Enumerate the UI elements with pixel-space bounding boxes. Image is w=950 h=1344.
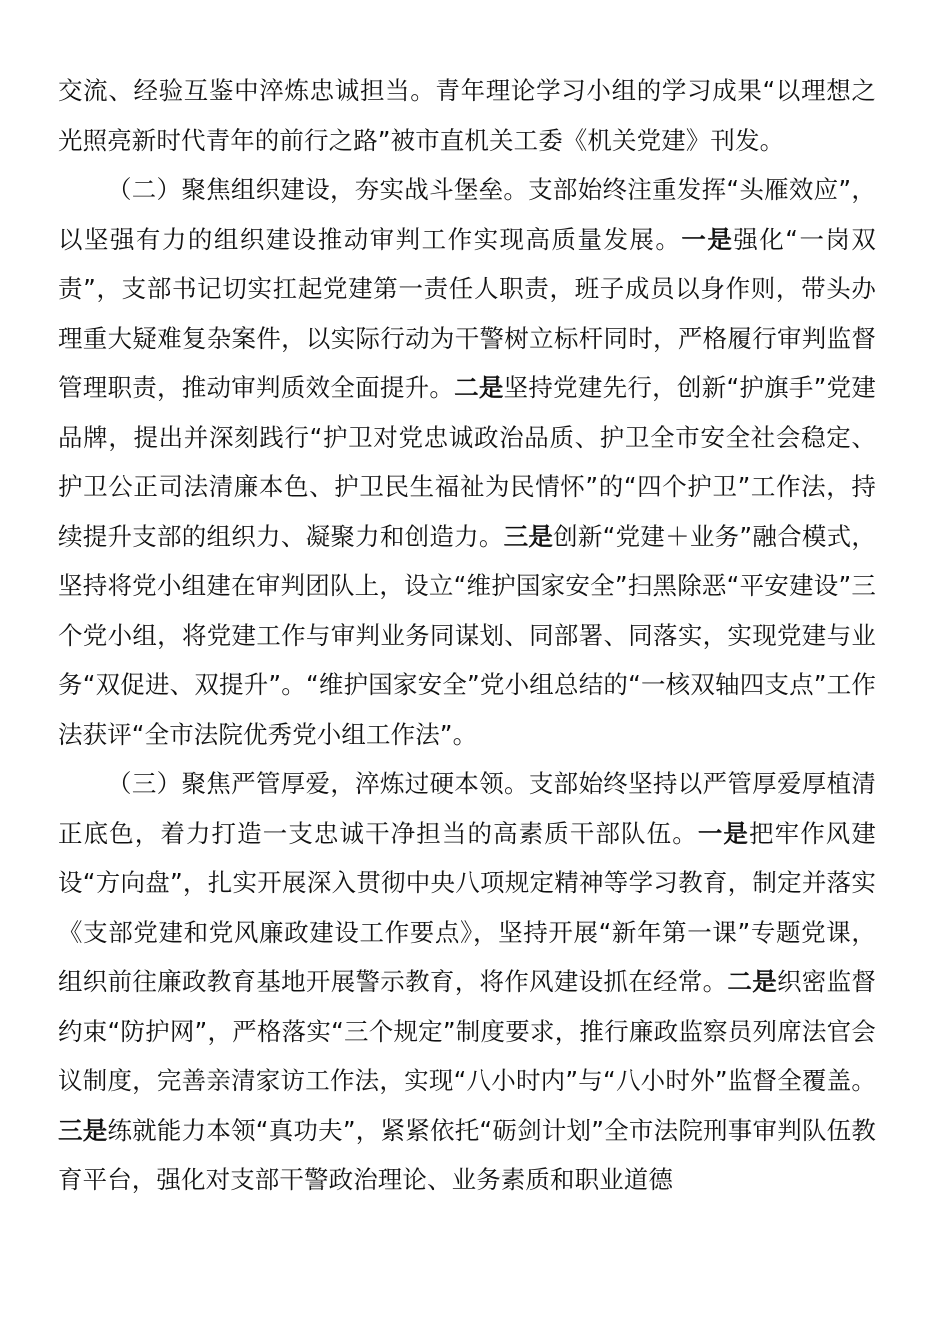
paragraph-3-strict-management <box>58 759 876 1205</box>
paragraph-3-intro: （三）聚焦严管厚爱，淬炼过硬本领。支部始终坚持以严管厚爱厚植清正底色，着力打造一支忠诚干净担当的高素质干部队伍。 <box>58 769 876 848</box>
paragraph-3-third-point: 练就能力本领“真功夫”，紧紧依托“砺剑计划”全市法院刑事审判队伍教育平台，强化对支部干警政治理论、业务素质和职业道德 <box>58 1115 876 1194</box>
document-page <box>58 66 876 1205</box>
paragraph-2-marker-second: 二是 <box>454 373 504 402</box>
paragraph-2-third-point: 创新“党建＋业务”融合模式，坚持将党小组建在审判团队上，设立“维护国家安全”扫黑除恶“平安建设”三个党小组，将党建工作与审判业务同谋划、同部署、同落实，实现党建与业务“双促进、双提升”。“维护国家安全”党小组总结的“一核双轴四支点”工作法获评“全市法院优秀党小组工作法”。 <box>58 521 876 749</box>
paragraph-3-first-point: 把牢作风建设“方向盘”，扎实开展深入贯彻中央八项规定精神等学习教育，制定并落实《支部党建和党风廉政建设工作要点》，坚持开展“新年第一课”专题党课，组织前往廉政教育基地开展警示教育，将作风建设抓在经常。 <box>58 818 877 996</box>
paragraph-3-marker-third: 三是 <box>58 1115 108 1145</box>
paragraph-3-second-point: 织密监督约束“防护网”，严格落实“三个规定”制度要求，推行廉政监察员列席法官会议制度，完善亲清家访工作法，实现“八小时内”与“八小时外”监督全覆盖。 <box>58 967 876 1095</box>
paragraph-1-text: 交流、经验互鉴中淬炼忠诚担当。青年理论学习小组的学习成果“以理想之光照亮新时代青年的前行之路”被市直机关工委《机关党建》刊发。 <box>58 76 876 155</box>
paragraph-2-first-point: 强化“一岗双责”，支部书记切实扛起党建第一责任人职责，班子成员以身作则，带头办理重大疑难复杂案件，以实际行动为干警树立标杆同时，严格履行审判监督管理职责，推动审判质效全面提升。 <box>58 224 876 402</box>
paragraph-1 <box>58 66 876 165</box>
paragraph-2-second-point: 坚持党建先行，创新“护旗手”党建品牌，提出并深刻践行“护卫对党忠诚政治品质、护卫全市安全社会稳定、护卫公正司法清廉本色、护卫民生福祉为民情怀”的“四个护卫”工作法，持续提升支部的组织力、凝聚力和创造力。 <box>58 373 876 551</box>
paragraph-2-marker-first: 一是 <box>681 224 734 254</box>
paragraph-2-intro: （二）聚焦组织建设，夯实战斗堡垒。支部始终注重发挥“头雁效应”，以坚强有力的组织建设推动审判工作实现高质量发展。 <box>58 175 876 254</box>
paragraph-2-organization-building <box>58 165 876 759</box>
paragraph-3-marker-first: 一是 <box>697 818 750 848</box>
paragraph-2-marker-third: 三是 <box>503 521 554 551</box>
paragraph-3-marker-second: 二是 <box>727 967 778 996</box>
